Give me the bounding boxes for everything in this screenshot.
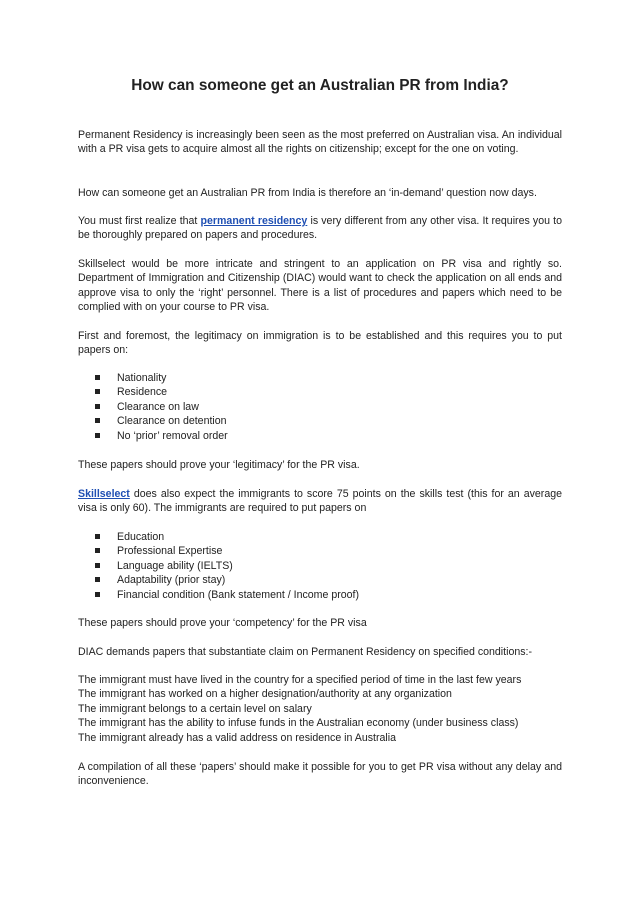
paragraph-legitimacy-intro: First and foremost, the legitimacy on immigration is to be established and this requires you to put papers on: <box>78 330 562 357</box>
bullet-icon <box>95 389 100 394</box>
paragraph-diac-conditions: DIAC demands papers that substantiate claim on Permanent Residency on specified conditions:- <box>78 646 533 658</box>
legitimacy-list <box>78 371 562 443</box>
document-title: How can someone get an Australian PR from India? <box>131 77 509 94</box>
list-item <box>78 414 562 428</box>
bullet-icon <box>95 563 100 568</box>
list-item-label: No ‘prior’ removal order <box>117 429 228 442</box>
list-item <box>78 385 562 399</box>
paragraph-skillselect: Skillselect would be more intricate and stringent to an application on PR visa and rightly so. Department of Immigration and Citizenship (DIAC) would want to check the application on all ends and approve visa to only the ‘right’ personnel. There is a list of procedures and papers which need to be complied with on your course to PR visa. <box>78 258 562 314</box>
condition-line: The immigrant has worked on a higher designation/authority at any organization <box>78 688 452 701</box>
list-item <box>78 400 562 414</box>
bullet-icon <box>95 375 100 380</box>
condition-line: The immigrant has the ability to infuse funds in the Australian economy (under business class) <box>78 717 519 730</box>
list-item <box>78 530 562 544</box>
bullet-icon <box>95 548 100 553</box>
list-item-label: Clearance on law <box>117 400 199 413</box>
list-item-label: Financial condition (Bank statement / Income proof) <box>117 588 360 601</box>
condition-line: The immigrant must have lived in the country for a specified period of time in the last few years <box>78 674 522 686</box>
paragraph-intro: Permanent Residency is increasingly been seen as the most preferred on Australian visa. An individual with a PR visa gets to acquire almost all the rights on citizenship; except for the one on voting. <box>78 129 562 156</box>
condition-line: The immigrant already has a valid address on residence in Australia <box>78 731 396 744</box>
list-item <box>78 371 562 385</box>
conditions-block <box>78 673 562 745</box>
list-item-label: Language ability (IELTS) <box>117 559 233 572</box>
paragraph-permanent-residency <box>78 214 562 243</box>
bullet-icon <box>95 592 100 597</box>
paragraph-conclusion: A compilation of all these ‘papers’ should make it possible for you to get PR visa without any delay and inconvenience. <box>78 761 562 788</box>
list-item-label: Adaptability (prior stay) <box>117 574 226 587</box>
bullet-icon <box>95 577 100 582</box>
list-item <box>78 573 562 587</box>
bullet-icon <box>95 534 100 539</box>
text-span: does also expect the immigrants to score 75 points on the skills test (this for an average visa is only 60). The immigrants are required to put papers on <box>78 488 562 515</box>
list-item-label: Clearance on detention <box>117 415 227 428</box>
list-item-label: Residence <box>117 386 168 399</box>
list-item <box>78 559 562 573</box>
list-item-label: Nationality <box>117 372 167 384</box>
list-item-label: Education <box>117 531 165 543</box>
bullet-icon <box>95 404 100 409</box>
text-span: You must first realize that <box>78 215 201 227</box>
paragraph-legitimacy-proof: These papers should prove your ‘legitimacy’ for the PR visa. <box>78 459 360 471</box>
paragraph-question: How can someone get an Australian PR from India is therefore an ‘in-demand’ question now days. <box>78 187 537 199</box>
paragraph-skills-test <box>78 487 562 516</box>
paragraph-competency-proof: These papers should prove your ‘competency’ for the PR visa <box>78 617 367 629</box>
list-item <box>78 588 562 602</box>
permanent-residency-link[interactable]: permanent residency <box>200 215 308 227</box>
bullet-icon <box>95 418 100 423</box>
list-item <box>78 544 562 558</box>
skillselect-link[interactable]: Skillselect <box>78 488 130 500</box>
competency-list <box>78 530 562 602</box>
condition-line: The immigrant belongs to a certain level on salary <box>78 702 312 715</box>
list-item <box>78 429 562 443</box>
list-item-label: Professional Expertise <box>117 545 223 558</box>
bullet-icon <box>95 433 100 438</box>
text-span: is very different from any other visa. It requires you to be thoroughly prepared on papers and procedures. <box>78 215 562 242</box>
